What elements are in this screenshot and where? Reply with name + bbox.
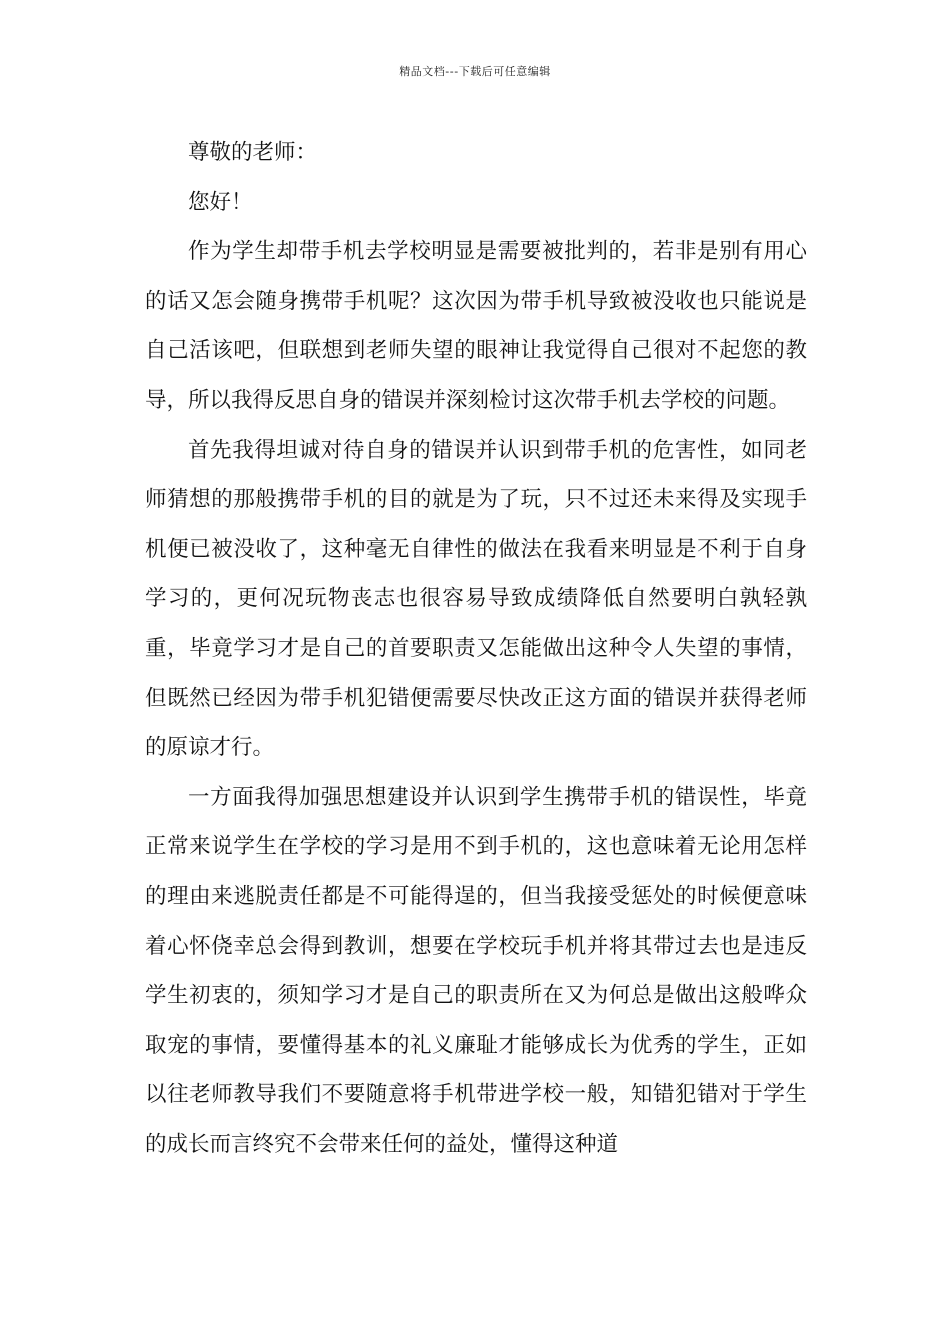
page-header-watermark: 精品文档---下载后可任意编辑 <box>399 65 551 78</box>
letter-paragraph: 一方面我得加强思想建设并认识到学生携带手机的错误性，毕竟正常来说学生在学校的学习是用不到手机的，这也意味着无论用怎样的理由来逃脱责任都是不可能得逞的，但当我接受惩处的时候便意味着心怀侥幸总会得到教训，想要在学校玩手机并将其带过去也是违反学生初衷的，须知学习才是自己的职责所在又为何总是做出这般哗众取宠的事情，要懂得基本的礼义廉耻才能够成长为优秀的学生，正如以往老师教导我们不要随意将手机带进学校一般，知错犯错对于学生的成长而言终究不会带来任何的益处，懂得这种道 <box>145 784 807 1157</box>
letter-salutation: 尊敬的老师： <box>188 140 318 165</box>
letter-greeting: 您好！ <box>188 189 253 215</box>
letter-body <box>145 128 807 1169</box>
letter-paragraph: 作为学生却带手机去学校明显是需要被批判的，若非是别有用心的话又怎会随身携带手机呢？这次因为带手机导致被没收也只能说是自己活该吧，但联想到老师失望的眼神让我觉得自己很对不起您的教导，所以我得反思自身的错误并深刻检讨这次带手机去学校的问题。 <box>145 239 807 413</box>
letter-paragraph: 首先我得坦诚对待自身的错误并认识到带手机的危害性，如同老师猜想的那般携带手机的目的就是为了玩，只不过还未来得及实现手机便已被没收了，这种毫无自律性的做法在我看来明显是不利于自身学习的，更何况玩物丧志也很容易导致成绩降低自然要明白孰轻孰重，毕竟学习才是自己的首要职责又怎能做出这种令人失望的事情，但既然已经因为带手机犯错便需要尽快改正这方面的错误并获得老师的原谅才行。 <box>145 437 807 761</box>
